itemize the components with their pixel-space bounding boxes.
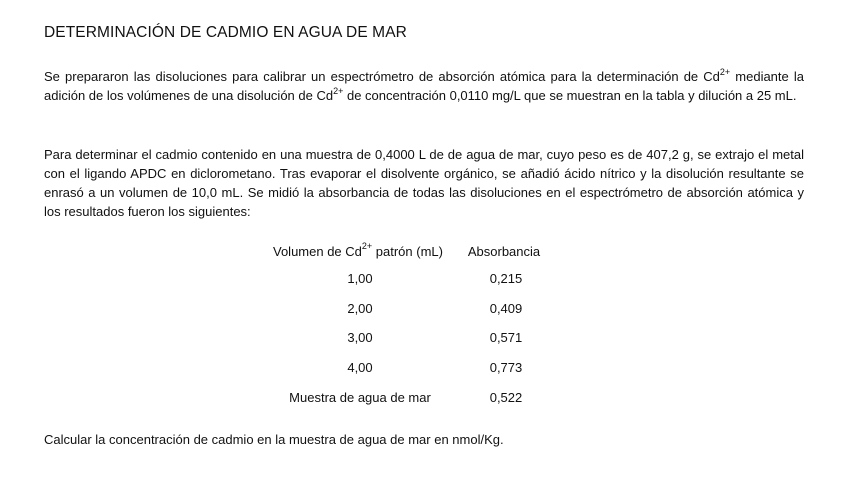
- absorbance-column-header: Absorbancia: [467, 243, 541, 259]
- sample-label-cell: Muestra de agua de mar: [289, 389, 431, 405]
- document-title: DETERMINACIÓN DE CADMIO EN AGUA DE MAR: [44, 24, 407, 41]
- table-row: [262, 264, 554, 294]
- table-row: [262, 353, 554, 383]
- table-row: [262, 382, 554, 412]
- volume-header-text: Volumen de Cd: [273, 243, 362, 259]
- absorbance-cell: 0,522: [489, 389, 523, 405]
- volume-cell: 1,00: [347, 271, 373, 287]
- absorbance-cell: 0,215: [489, 271, 523, 287]
- question-text: Calcular la concentración de cadmio en la muestra de agua de mar en nmol/Kg.: [44, 432, 504, 447]
- volume-column-header: [262, 238, 458, 264]
- volume-cell: 3,00: [347, 330, 373, 346]
- volume-cell: 4,00: [347, 360, 373, 376]
- table-header-row: [262, 238, 554, 264]
- intro-text-3: de concentración 0,0110 mg/L que se muestran en la tabla y dilución a 25 mL.: [343, 88, 797, 103]
- absorbance-table: [262, 238, 554, 412]
- absorbance-cell: 0,773: [489, 360, 523, 376]
- absorbance-cell: 0,409: [489, 300, 523, 316]
- volume-header-unit: patrón (mL): [372, 243, 443, 259]
- absorbance-cell: 0,571: [489, 330, 523, 346]
- intro-text-2: mediante la adición de los volúmenes de una disolución de Cd: [44, 69, 804, 103]
- charge-superscript: 2+: [719, 66, 731, 77]
- table-row: [262, 323, 554, 353]
- procedure-paragraph: Para determinar el cadmio contenido en una muestra de 0,4000 L de de agua de mar, cuyo peso es de 407,2 g, se extrajo el metal con el ligando APDC en diclorometano. Tras evaporar el disolvente orgánico, se añadió ácido nítrico y la disolución resultante se enrasó a un volumen de 10,0 mL. Se midió la absorbancia de todas las disoluciones en el espectrómetro de absorción atómica y los resultados fueron los siguientes:: [44, 147, 804, 219]
- volume-cell: 2,00: [347, 300, 373, 316]
- charge-superscript: 2+: [361, 241, 373, 252]
- intro-text-1: Se prepararon las disoluciones para calibrar un espectrómetro de absorción atómica para la determinación de Cd: [44, 69, 720, 84]
- table-row: [262, 294, 554, 324]
- charge-superscript: 2+: [333, 85, 344, 96]
- intro-paragraph: [44, 67, 804, 105]
